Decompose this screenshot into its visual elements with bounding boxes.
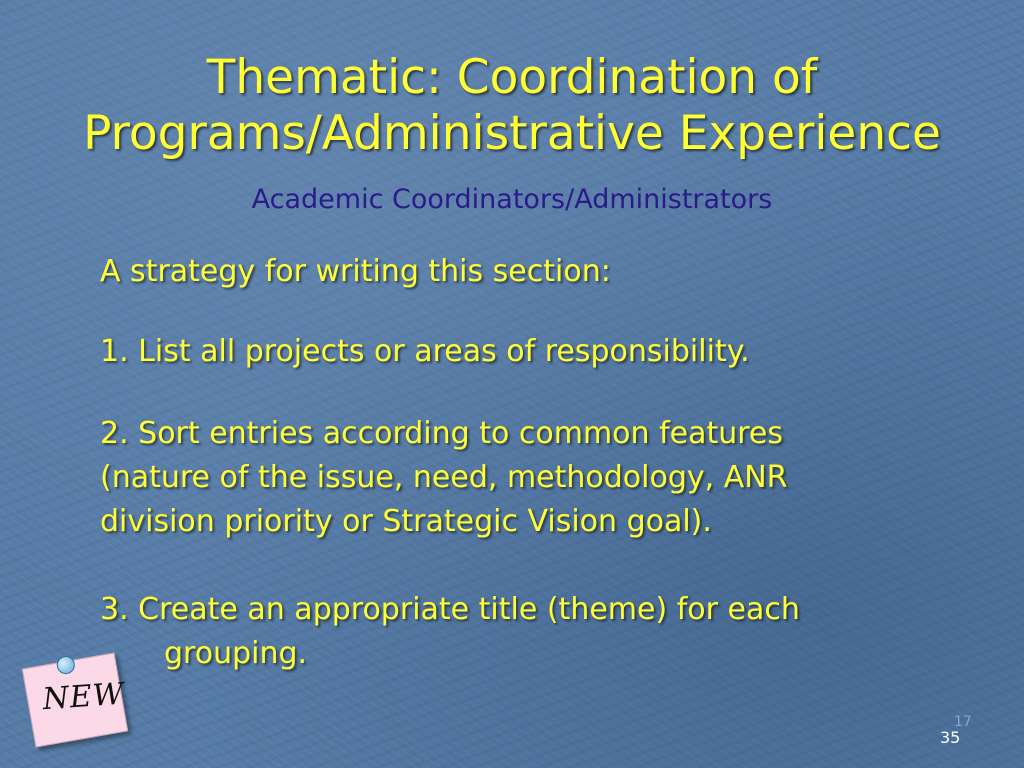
step-1: [100, 330, 960, 374]
page-number: 35: [940, 728, 961, 747]
step-1-line-1: 1. List all projects or areas of responsibility.: [100, 334, 750, 369]
faint-slide-number: 17: [954, 714, 972, 730]
step-3-line-1: 3. Create an appropriate title (theme) for each: [100, 592, 800, 627]
step-3: [100, 588, 960, 676]
step-3-line-2: grouping.: [164, 636, 308, 671]
sticky-note-icon: [22, 652, 128, 747]
pushpin-icon: [55, 655, 76, 676]
title-line-1: Thematic: Coordination of: [206, 50, 818, 105]
slide-title: [0, 50, 1024, 162]
step-2: [100, 412, 960, 544]
note-label: NEW: [41, 676, 126, 718]
step-2-line-3: division priority or Strategic Vision goal).: [100, 504, 712, 539]
slide-subtitle: Academic Coordinators/Administrators: [251, 184, 773, 215]
title-line-2: Programs/Administrative Experience: [83, 106, 941, 161]
intro-text: A strategy for writing this section:: [100, 254, 611, 289]
step-2-line-2: (nature of the issue, need, methodology, ANR: [100, 460, 788, 495]
step-2-line-1: 2. Sort entries according to common features: [100, 416, 784, 451]
